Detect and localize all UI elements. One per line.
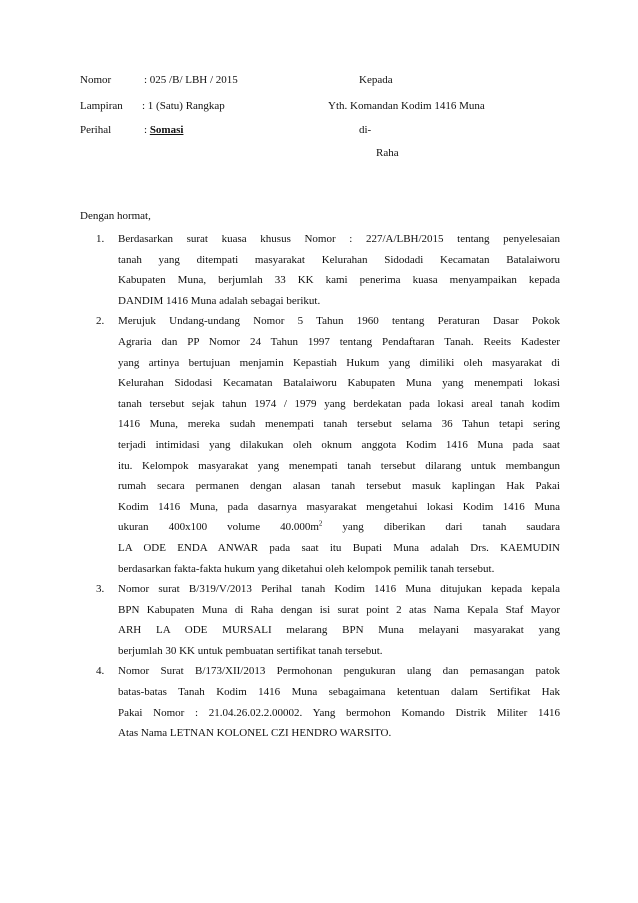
kepada-text: Kepada	[359, 74, 393, 86]
item-line: Atas Nama LETNAN KOLONEL CZI HENDRO WARSITO.	[118, 727, 392, 740]
item-line: yang artinya bertujuan menjamin Kepastiah Hukum yang dimiliki oleh masyarakat di	[118, 356, 560, 369]
ukuran-word: tanah	[482, 521, 507, 534]
lampiran-label: Lampiran	[80, 100, 123, 112]
list-item-4	[96, 661, 560, 743]
ukuran-word: saudara	[526, 521, 560, 534]
item-line: DANDIM 1416 Muna adalah sebagai berikut.	[118, 294, 321, 307]
item-number: 3.	[96, 583, 105, 596]
ukuran-line	[118, 517, 560, 538]
ukuran-word: dari	[445, 521, 463, 534]
nomor-label: Nomor	[80, 74, 112, 86]
item-line: Berdasarkan surat kuasa khusus Nomor : 227/A/LBH/2015 tentang penyelesaian	[118, 233, 560, 245]
perihal-value: Somasi	[149, 124, 184, 136]
ukuran-word: diberikan	[383, 521, 426, 534]
ukuran-word: volume	[227, 521, 261, 534]
item-line: berdasarkan fakta-fakta hukum yang diketahui oleh kelompok pemilik tanah tersebut.	[118, 562, 495, 575]
item-line: Kelurahan Sidodasi Kecamatan Batalaiworu Kabupaten Muna yang menempati lokasi	[118, 377, 560, 390]
ukuran-word: yang	[342, 521, 364, 534]
item-line: itu. Kelompok masyarakat yang menempati tanah tersebut dilarang untuk membangun	[118, 459, 560, 472]
ukuran-word: 400x100	[168, 521, 208, 534]
item-number: 4.	[96, 665, 105, 678]
list-item-2	[96, 311, 560, 579]
header-row-raha	[80, 145, 600, 161]
header-row-lampiran	[80, 98, 600, 114]
header-row-nomor	[80, 72, 600, 88]
greeting: Dengan hormat,	[80, 210, 151, 222]
perihal-colon: :	[144, 124, 148, 136]
item-line: Nomor surat B/319/V/2013 Perihal tanah Kodim 1416 Muna ditujukan kepada kepala	[118, 583, 560, 596]
item-line: 1416 Muna, mereka sudah menempati tanah tersebut selama 36 Tahun tetapi sering	[118, 418, 560, 431]
perihal-label: Perihal	[80, 124, 112, 136]
recipient-text: Yth. Komandan Kodim 1416 Muna	[328, 100, 485, 112]
item-number: 2.	[96, 315, 105, 328]
item-line: rumah secara permanen dengan alasan tanah tersebut masuk kaplingan Hak Pakai	[118, 480, 560, 493]
item-number: 1.	[96, 233, 105, 245]
item-line: LA ODE ENDA ANWAR pada saat itu Bupati Muna adalah Drs. KAEMUDIN	[118, 541, 560, 554]
header-row-perihal	[80, 122, 600, 138]
item-line: Agraria dan PP Nomor 24 Tahun 1997 tentang Pendaftaran Tanah. Reeits Kadester	[118, 335, 560, 348]
item-line: Kodim 1416 Muna, pada dasarnya masyarakat mengetahui lokasi Kodim 1416 Muna	[118, 500, 560, 513]
item-line: tanah yang ditempati masyarakat Kelurahan Sidodadi Kecamatan Batalaiworu	[118, 253, 560, 266]
volume-superscript: 2	[318, 519, 323, 528]
item-line: batas-batas Tanah Kodim 1416 Muna sebagaimana ketentuan dalam Sertifikat Hak	[118, 686, 560, 699]
item-line: berjumlah 30 KK untuk pembuatan sertifikat tanah tersebut.	[118, 644, 383, 657]
ukuran-volume	[280, 517, 322, 538]
numbered-list	[96, 229, 560, 744]
item-line: Pakai Nomor : 21.04.26.02.2.00002. Yang bermohon Komando Distrik Militer 1416	[118, 706, 560, 719]
ukuran-word: ukuran	[118, 521, 149, 534]
di-text: di-	[359, 124, 372, 136]
volume-value: 40.000m	[280, 521, 319, 534]
item-line: tanah tersebut sejak tahun 1974 / 1979 yang berdekatan pada lokasi areal tanah kodim	[118, 397, 560, 410]
item-line: BPN Kabupaten Muna di Raha dengan isi surat point 2 atas Nama Kepala Staf Mayor	[118, 603, 560, 616]
lampiran-value: : 1 (Satu) Rangkap	[142, 100, 225, 112]
item-line: ARH LA ODE MURSALI melarang BPN Muna melayani masyarakat yang	[118, 624, 560, 637]
item-line: Kabupaten Muna, berjumlah 33 KK kami penerima kuasa menyampaikan kepada	[118, 274, 560, 287]
list-item-3	[96, 579, 560, 661]
item-line: Nomor Surat B/173/XII/2013 Permohonan pengukuran ulang dan pemasangan patok	[118, 665, 560, 678]
item-line: Merujuk Undang-undang Nomor 5 Tahun 1960 tentang Peraturan Dasar Pokok	[118, 315, 560, 328]
raha-text: Raha	[376, 147, 399, 159]
item-line: terjadi intimidasi yang dilakukan oleh oknum anggota Kodim 1416 Muna pada saat	[118, 438, 560, 451]
list-item-1	[96, 229, 560, 311]
nomor-value: : 025 /B/ LBH / 2015	[144, 74, 238, 86]
